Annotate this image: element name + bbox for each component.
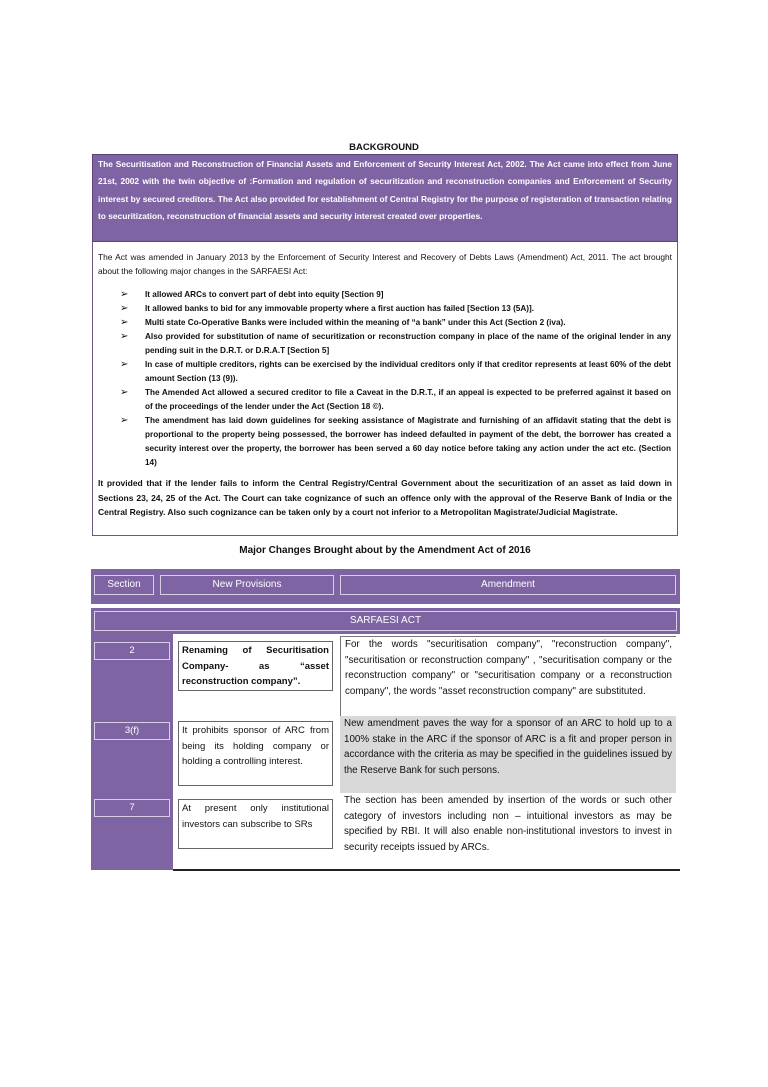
section-column [91,634,173,870]
list-item: ➢ The amendment has laid down guidelines for seeking assistance of Magistrate and furnishing of an affidavit stating that the debt is proportional to the property being possessed, the borrower has indeed defaulted in payment of the debt, the borrower has created a security interest over the property, the borrower has been served a 60 day notice before taking any action under the act etc. (Section 14) [120,415,671,467]
arrow-bullet-icon: ➢ [120,303,129,314]
list-item: ➢ It allowed ARCs to convert part of debt into equity [Section 9] [120,289,384,300]
header-new-provisions: New Provisions [160,575,334,595]
row-section-number: 7 [94,799,170,817]
arrow-bullet-icon: ➢ [120,387,129,398]
intro-box [92,154,678,242]
list-item: ➢ Also provided for substitution of name of securitization or reconstruction company in place of the name of the original lender in any pending suit in the D.R.T. or D.R.A.T [Section 5] [120,331,671,355]
row-section-number: 3(f) [94,722,170,740]
row-amendment: For the words "securitisation company", "reconstruction company", "securitisation or reconstruction company" , "securitisation company or the reconstruction company" or "securitisation company or a reconstruction company", the words "asset reconstruction company" are substituted. [340,636,676,716]
header-section: Section [94,575,154,595]
arrow-bullet-icon: ➢ [120,289,129,300]
table-bottom-rule [173,869,680,871]
list-item: ➢ The Amended Act allowed a secured creditor to file a Caveat in the D.R.T., if an appeal is expected to be preferred against it based on of the proceedings of the lender under the Act (Section 18 ©). [120,387,671,411]
row-provision: At present only institutional investors can subscribe to SRs [178,799,333,849]
row-provision: It prohibits sponsor of ARC from being its holding company or holding a controlling interest. [178,721,333,786]
arrow-bullet-icon: ➢ [120,359,129,370]
amendment-paragraph: The Act was amended in January 2013 by the Enforcement of Security Interest and Recovery of Debts Laws (Amendment) Act, 2011. The act brought about the following major changes in the SARFAESI Act: [98,252,672,276]
list-item: ➢ It allowed banks to bid for any immovable property where a first auction has failed [Section 13 (5A)]. [120,303,534,314]
row-amendment: New amendment paves the way for a sponsor of an ARC to hold up to a 100% stake in the ARC if the sponsor of ARC is a fit and proper person in accordance with the criteria as may be specified in the guidelines issued by the Reserve Bank for such persons. [340,716,676,793]
list-item: ➢ In case of multiple creditors, rights can be exercised by the individual creditors only if that creditor represents at least 60% of the debt amount Section (13 (9)). [120,359,671,383]
row-amendment: The section has been amended by insertion of the words or such other category of investors including non – intuitional investors as may be specified by RBI. It will also enable non-institutional investors to invest in security receipts issued by ARCs. [344,795,672,853]
closing-paragraph: It provided that if the lender fails to inform the Central Registry/Central Government about the securitization of an asset as laid down in Sections 23, 24, 25 of the Act. The Court can take cognizance of such an offence only with the approval of the Reserve Bank of India or the Central Registry. Also such cognizance can be taken only by a court not inferior to a Metropolitan Magistrate/Judicial Magistrate. [98,478,672,517]
arrow-bullet-icon: ➢ [120,331,129,342]
arrow-bullet-icon: ➢ [120,317,129,328]
main-content-box [92,242,678,536]
list-item: ➢ Multi state Co-Operative Banks were included within the meaning of “a bank” under this Act (Section 2 (iva). [120,317,566,328]
act-label: SARFAESI ACT [94,611,677,631]
changes-list [98,288,672,470]
row-provision: Renaming of Securitisation Company- as “asset reconstruction company”. [178,641,333,691]
row-section-number: 2 [94,642,170,660]
intro-text: The Securitisation and Reconstruction of Financial Assets and Enforcement of Security Interest Act, 2002. The Act came into effect from June 21st, 2002 with the twin objective of :Formation and regulation of securitization and reconstruction companies and Enforcement of Security interest by secured creditors. The Act also provided for establishment of Central Registry for the purpose of registeration of transaction relating to securitization, reconstruction of financial assets and security interest created over properties. [98,159,672,222]
arrow-bullet-icon: ➢ [120,415,129,426]
background-title: BACKGROUND [349,142,419,153]
header-amendment: Amendment [340,575,676,595]
changes-table-title: Major Changes Brought about by the Amendment Act of 2016 [239,545,531,556]
